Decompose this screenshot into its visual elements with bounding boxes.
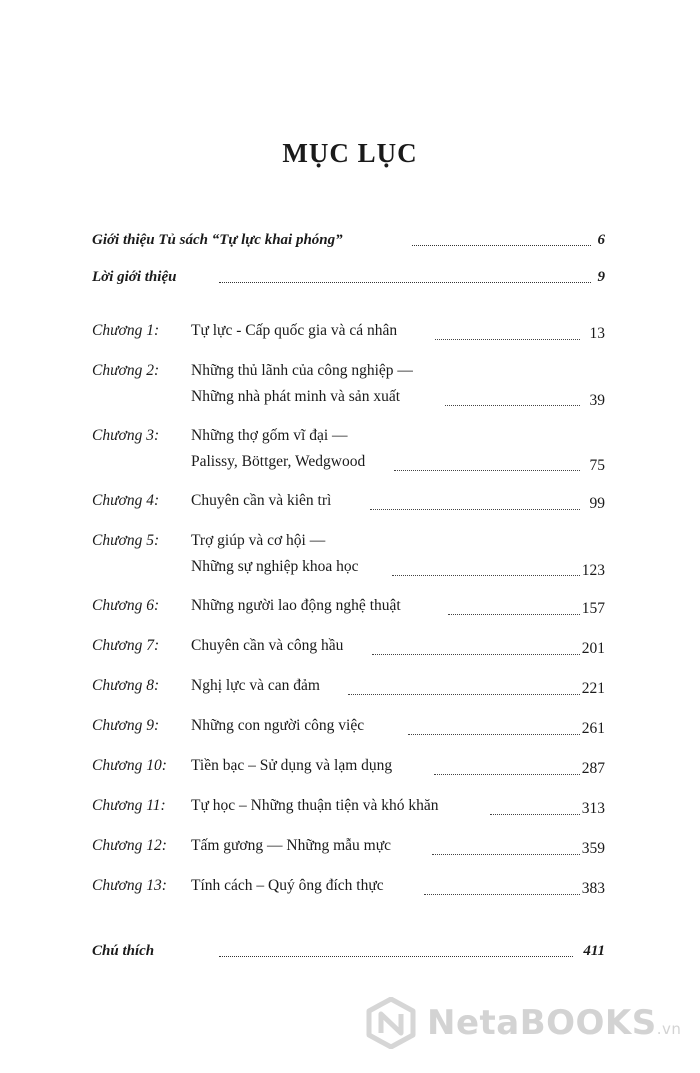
- chapter-title: Tự lực - Cấp quốc gia và cá nhân: [191, 322, 398, 339]
- chapter-label: Chương 3:: [92, 427, 160, 444]
- toc-page-number: 411: [583, 943, 605, 959]
- dot-leader: [219, 282, 591, 283]
- toc-entry-notes: [92, 939, 605, 963]
- dot-leader: [424, 894, 580, 895]
- netabooks-logo-icon: [365, 997, 417, 1049]
- dot-leader: [392, 575, 580, 576]
- toc-page-number: 9: [597, 269, 605, 285]
- dot-leader: [219, 956, 573, 957]
- chapter-title: Những thủ lãnh của công nghiệp —: [191, 362, 413, 379]
- chapter-label: Chương 6:: [92, 597, 160, 614]
- chapter-title: Tấm gương — Những mẫu mực: [191, 837, 391, 854]
- toc-page-number: 261: [581, 720, 605, 737]
- toc-entry-label: Lời giới thiệu: [92, 269, 177, 285]
- dot-leader: [408, 734, 580, 735]
- chapter-title: Chuyên cần và kiên trì: [191, 492, 332, 509]
- chapter-label: Chương 1:: [92, 322, 160, 339]
- toc-page-number: 359: [581, 840, 605, 857]
- netabooks-watermark: [365, 993, 685, 1063]
- dot-leader: [435, 339, 580, 340]
- chapter-title: Chuyên cần và công hầu: [191, 637, 344, 654]
- watermark-suffix: .vn: [656, 1020, 682, 1038]
- toc-page-number: 13: [589, 325, 605, 342]
- chapter-title: Những thợ gốm vĩ đại —: [191, 427, 348, 444]
- chapter-title: Trợ giúp và cơ hội —: [191, 532, 326, 549]
- toc-entry-preface: [92, 265, 605, 289]
- chapter-title: Nghị lực và can đảm: [191, 677, 320, 694]
- toc-page-number: 6: [597, 232, 605, 248]
- toc-entry-intro-series: [92, 228, 605, 252]
- toc-page-number: 383: [581, 880, 605, 897]
- toc-page-number: 313: [581, 800, 605, 817]
- chapter-title: Những người lao động nghệ thuật: [191, 597, 401, 614]
- chapter-label: Chương 8:: [92, 677, 160, 694]
- chapter-label: Chương 2:: [92, 362, 160, 379]
- dot-leader: [448, 614, 580, 615]
- chapter-label: Chương 10:: [92, 757, 167, 774]
- dot-leader: [434, 774, 580, 775]
- chapter-title-line2: Những nhà phát minh và sản xuất: [191, 388, 401, 405]
- dot-leader: [445, 405, 580, 406]
- toc-page-number: 123: [581, 562, 605, 579]
- chapter-label: Chương 11:: [92, 797, 166, 814]
- toc-page-number: 221: [581, 680, 605, 697]
- toc-page-number: 99: [589, 495, 605, 512]
- toc-page-number: 39: [589, 392, 605, 409]
- dot-leader: [372, 654, 580, 655]
- toc-entry-label: Chú thích: [92, 943, 155, 959]
- chapter-title: Tiền bạc – Sử dụng và lạm dụng: [191, 757, 393, 774]
- toc-page-number: 201: [581, 640, 605, 657]
- chapter-label: Chương 13:: [92, 877, 167, 894]
- dot-leader: [370, 509, 580, 510]
- dot-leader: [412, 245, 591, 246]
- chapter-label: Chương 5:: [92, 532, 160, 549]
- chapter-label: Chương 7:: [92, 637, 160, 654]
- watermark-text: [427, 1003, 681, 1043]
- toc-entry-label: Giới thiệu Tủ sách “Tự lực khai phóng”: [92, 232, 343, 248]
- chapter-title-line2: Những sự nghiệp khoa học: [191, 558, 359, 575]
- chapter-label: Chương 12:: [92, 837, 167, 854]
- dot-leader: [394, 470, 580, 471]
- toc-page-number: 75: [589, 457, 605, 474]
- dot-leader: [432, 854, 580, 855]
- chapter-label: Chương 4:: [92, 492, 160, 509]
- chapter-label: Chương 9:: [92, 717, 160, 734]
- chapter-title: Tính cách – Quý ông đích thực: [191, 877, 384, 894]
- chapter-title-line2: Palissy, Böttger, Wedgwood: [191, 453, 366, 470]
- dot-leader: [348, 694, 580, 695]
- watermark-brand: NetaBOOKS: [427, 1003, 657, 1043]
- dot-leader: [490, 814, 580, 815]
- toc-page-number: 157: [581, 600, 605, 617]
- toc-page-number: 287: [581, 760, 605, 777]
- page-title: MỤC LỤC: [282, 138, 418, 168]
- chapter-title: Những con người công việc: [191, 717, 365, 734]
- chapter-title: Tự học – Những thuận tiện và khó khăn: [191, 797, 439, 814]
